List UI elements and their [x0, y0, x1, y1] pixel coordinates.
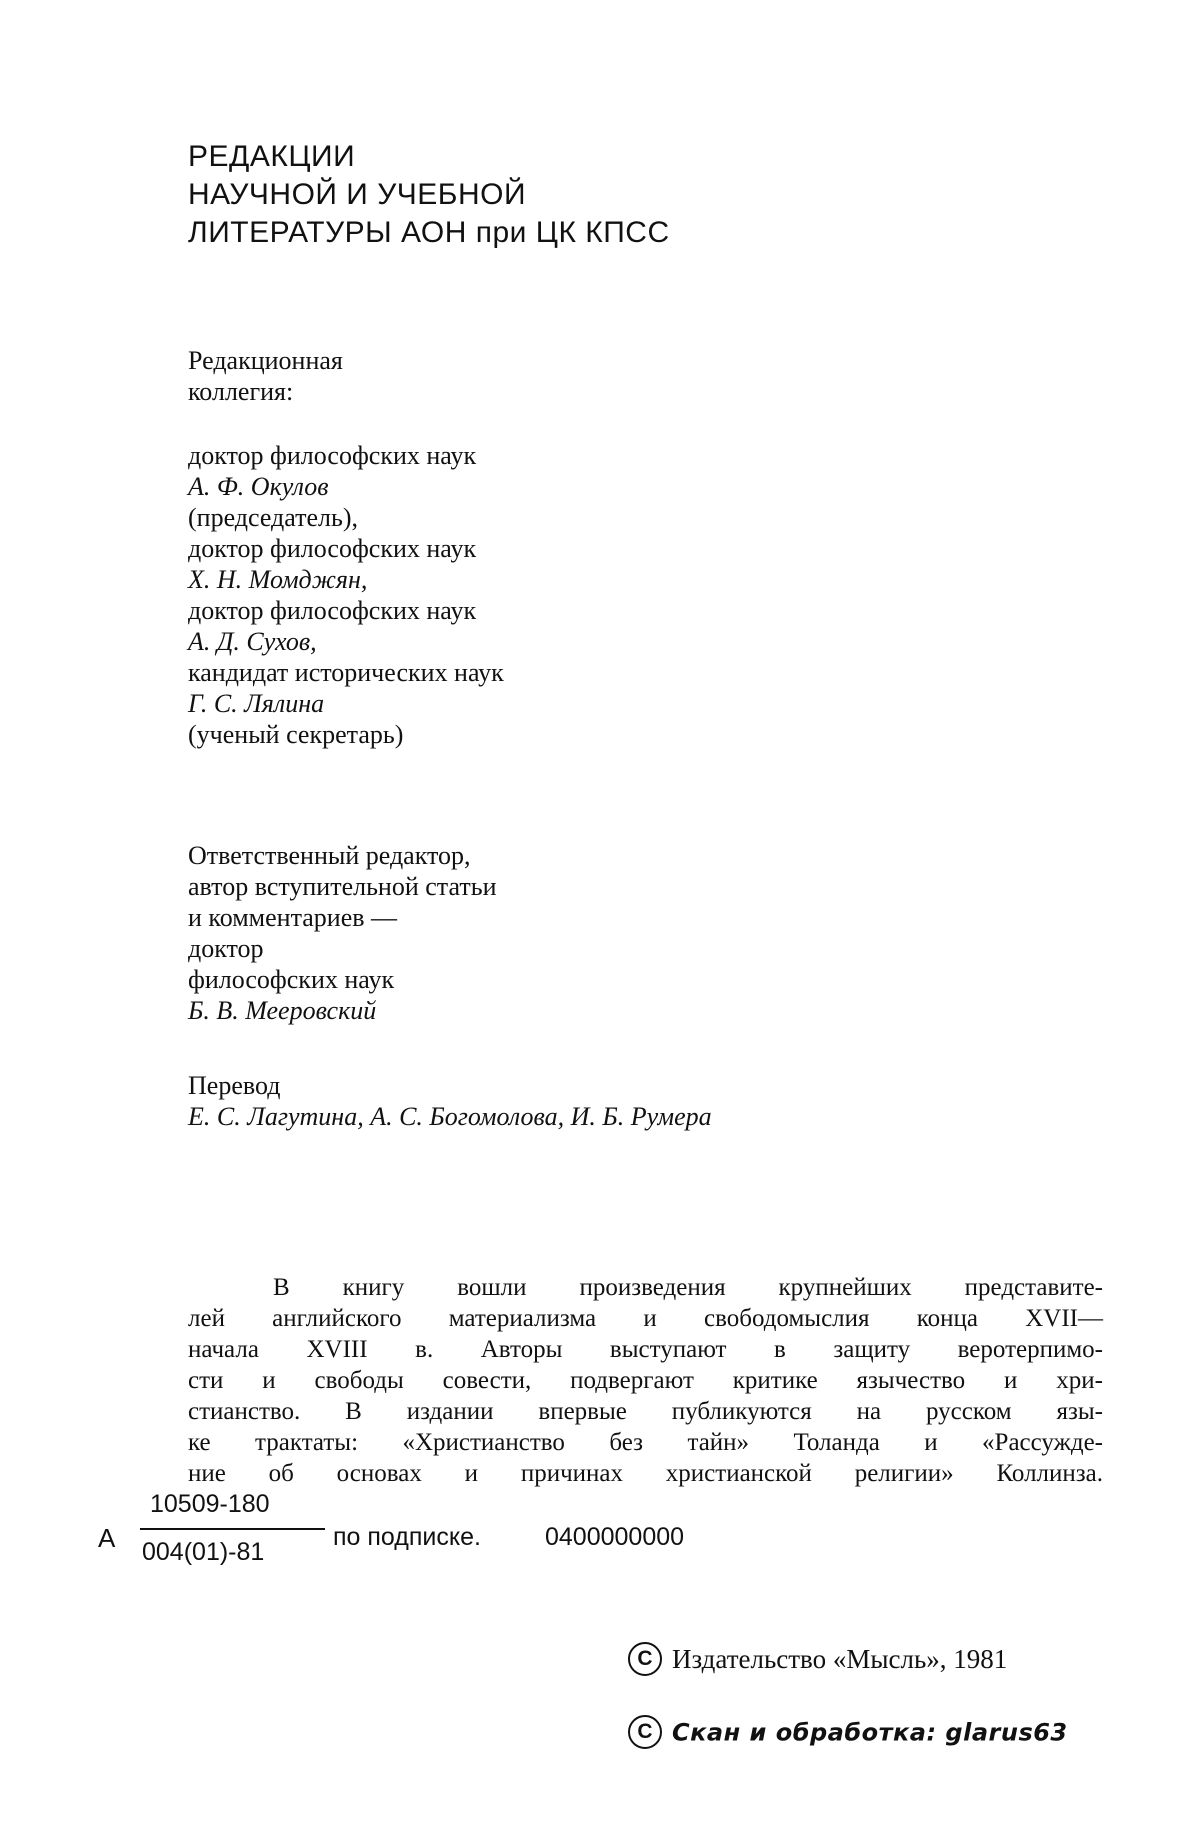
member-degree: доктор философских наук — [188, 441, 477, 470]
member-name: А. Д. Сухов, — [188, 627, 317, 656]
annotation-line: ние об основах и причинах христианской религии» Коллинза. — [188, 1460, 1103, 1487]
resp-editor-line: и комментариев — — [188, 903, 398, 932]
resp-editor-line: философских наук — [188, 965, 395, 994]
copyright-publisher — [628, 1644, 1007, 1679]
translation-label: Перевод — [188, 1071, 281, 1100]
annotation-line: сти и свободы совести, подвергают критике язычество и хри- — [188, 1367, 1103, 1394]
annotation-line: ке трактаты: «Христианство без тайн» Толанда и «Рассужде- — [188, 1429, 1103, 1456]
translation-credits — [188, 1070, 712, 1132]
editorial-board-members — [188, 440, 504, 750]
publisher-header — [188, 138, 670, 252]
book-annotation — [188, 1272, 1103, 1489]
member-name: А. Ф. Окулов — [188, 472, 329, 501]
resp-editor-line: доктор — [188, 934, 264, 963]
publisher-text: Издательство «Мысль», 1981 — [672, 1644, 1008, 1674]
member-role: (председатель), — [188, 503, 359, 532]
catalog-letter: А — [98, 1523, 116, 1553]
responsible-editor — [188, 840, 496, 1026]
resp-editor-line: автор вступительной статьи — [188, 872, 497, 901]
subscription-note: по подписке. — [333, 1523, 481, 1551]
copyright-icon: C — [628, 1715, 662, 1749]
board-title-line: Редакционная — [188, 346, 343, 375]
resp-editor-name: Б. В. Мееровский — [188, 996, 377, 1025]
annotation-line: начала XVIII в. Авторы выступают в защиту веротерпимо- — [188, 1336, 1103, 1363]
copyright-icon: C — [628, 1642, 662, 1676]
member-degree: кандидат исторических наук — [188, 658, 504, 687]
catalog-number: 0400000000 — [545, 1523, 685, 1551]
resp-editor-line: Ответственный редактор, — [188, 841, 471, 870]
fraction-bar — [140, 1528, 325, 1530]
member-name: Х. Н. Момджян, — [188, 565, 368, 594]
member-degree: доктор философских наук — [188, 534, 477, 563]
catalog-denominator: 004(01)-81 — [142, 1538, 265, 1566]
translator-names: Е. С. Лагутина, А. С. Богомолова, И. Б. Румера — [188, 1102, 712, 1131]
annotation-line: лей английского материализма и свободомыслия конца XVII— — [188, 1305, 1103, 1332]
member-name: Г. С. Лялина — [188, 689, 325, 718]
member-degree: доктор философских наук — [188, 596, 477, 625]
catalog-numerator: 10509-180 — [150, 1490, 270, 1518]
header-line: НАУЧНОЙ И УЧЕБНОЙ — [188, 178, 527, 211]
board-title-line: коллегия: — [188, 377, 294, 406]
header-line: ЛИТЕРАТУРЫ АОН при ЦК КПСС — [188, 216, 670, 249]
annotation-line: стианство. В издании впервые публикуются на русском язы- — [188, 1398, 1103, 1425]
annotation-line: В книгу вошли произведения крупнейших представите- — [273, 1274, 1103, 1301]
editorial-board-title — [188, 345, 343, 407]
copyright-scan — [628, 1718, 1068, 1752]
header-line: РЕДАКЦИИ — [188, 140, 356, 173]
member-role: (ученый секретарь) — [188, 720, 404, 749]
scan-credit-text: Скан и обработка: glarus63 — [672, 1718, 1068, 1747]
